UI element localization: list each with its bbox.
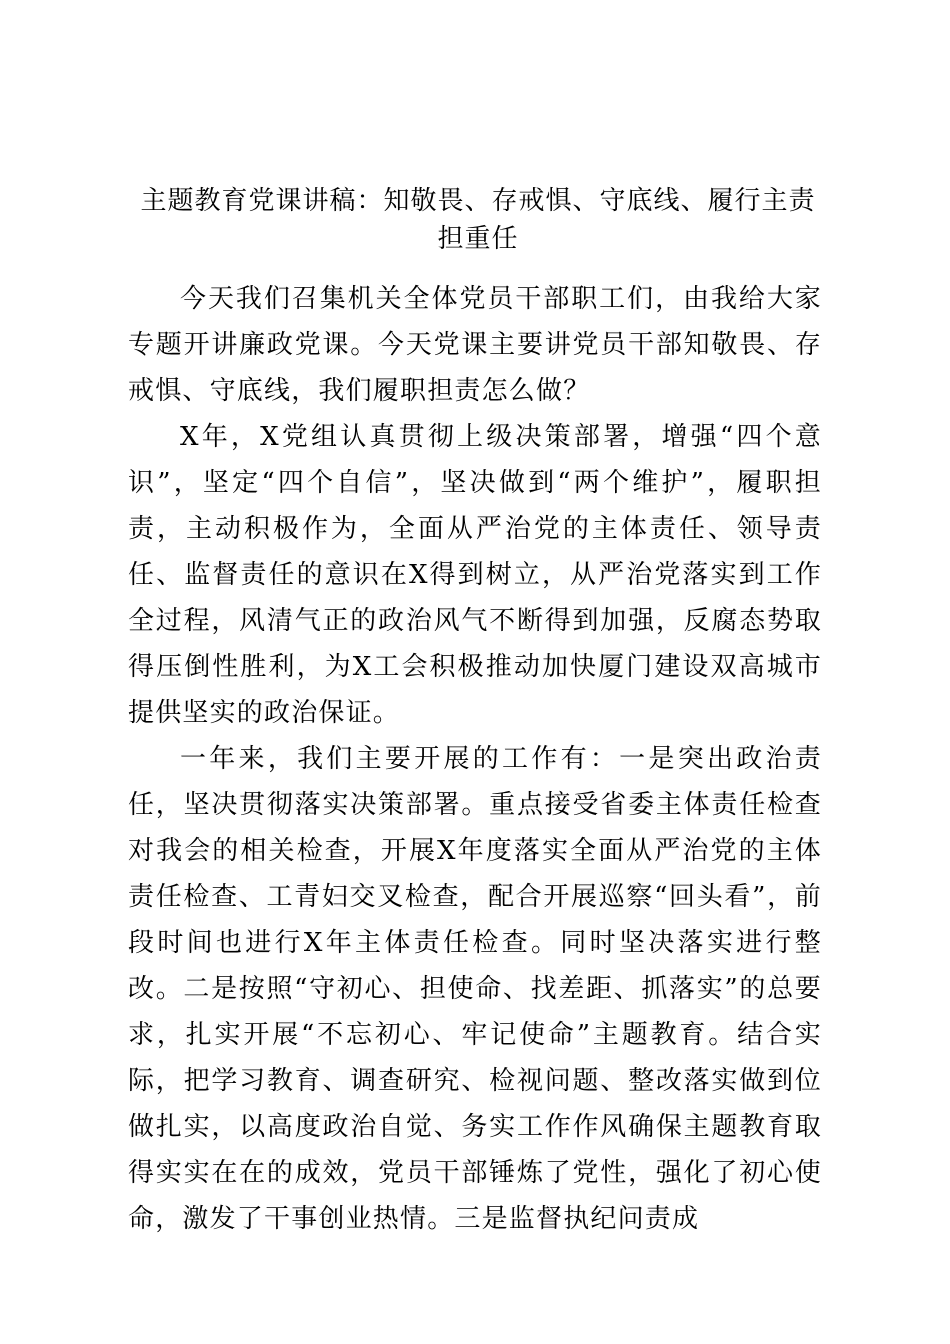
paragraph-2: X年，X党组认真贯彻上级决策部署，增强“四个意识”，坚定“四个自信”，坚决做到“两个维护”，履职担责，主动积极作为，全面从严治党的主体责任、领导责任、监督责任的意识在X得到树立，从严治党落实到工作全过程，风清气正的政治风气不断得到加强，反腐态势取得压倒性胜利，为X工会积极推动加快厦门建设双高城市提供坚实的政治保证。 [128,422,822,728]
document-title: 主题教育党课讲稿：知敬畏、存戒惧、守底线、履行主责担重任 [140,186,816,254]
paragraph-1: 今天我们召集机关全体党员干部职工们，由我给大家专题开讲廉政党课。今天党课主要讲党员干部知敬畏、存戒惧、守底线，我们履职担责怎么做？ [128,284,822,406]
paragraph-3: 一年来，我们主要开展的工作有：一是突出政治责任，坚决贯彻落实决策部署。重点接受省委主体责任检查对我会的相关检查，开展X年度落实全面从严治党的主体责任检查、工青妇交叉检查，配合开展巡察“回头看”，前段时间也进行X年主体责任检查。同时坚决落实进行整改。二是按照“守初心、担使命、找差距、抓落实”的总要求，扎实开展“不忘初心、牢记使命”主题教育。结合实际，把学习教育、调查研究、检视问题、整改落实做到位做扎实，以高度政治自觉、务实工作作风确保主题教育取得实实在在的成效，党员干部锤炼了党性，强化了初心使命，激发了干事创业热情。三是监督执纪问责成 [128,744,822,1234]
document-body [128,276,822,1242]
